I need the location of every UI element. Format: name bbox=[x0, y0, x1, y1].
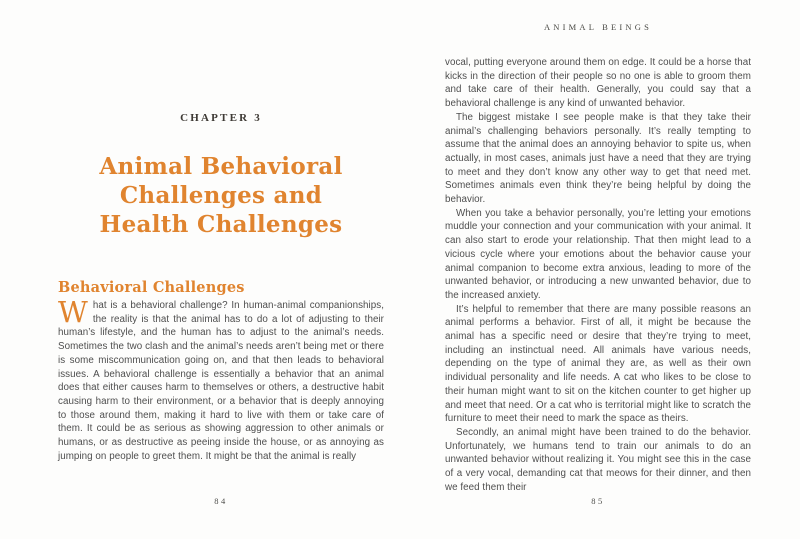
chapter-title-line-2: Challenges and bbox=[119, 182, 323, 209]
left-page bbox=[58, 0, 384, 539]
page-number-right: 85 bbox=[591, 496, 605, 506]
page-number-left: 84 bbox=[214, 496, 228, 506]
chapter-label: CHAPTER 3 bbox=[180, 112, 262, 124]
section-heading: Behavioral Challenges bbox=[58, 279, 245, 296]
body-paragraph: Secondly, an animal might have been trained to do the behavior. Unfortunately, we humans tend to train our animals to do an unwanted behavior without realizing it. You might see this in the case of a very vocal, demanding cat that meows for their dinner, and then we feed them their bbox=[445, 426, 751, 493]
body-paragraph: When you take a behavior personally, you’re letting your emotions muddle your connection and your communication with your animal. It can also start to erode your relationship. That then might lead to a vicious cycle where your emotions about the behavior cause your animal companion to become extra anxious, leading to more of the unwanted behavior, or introducing a new unwanted behavior, due to the increased anxiety. bbox=[445, 207, 751, 301]
drop-cap: W bbox=[58, 295, 88, 329]
chapter-title-line-1: Animal Behavioral bbox=[99, 153, 343, 180]
chapter-title bbox=[58, 152, 384, 239]
running-header: ANIMAL BEINGS bbox=[543, 22, 653, 32]
body-paragraph: It’s helpful to remember that there are many possible reasons an animal performs a behavior. First of all, it might be because the animal has a specific need or desire that they’re trying to meet, including an instinctual need. All animals have various needs, depending on the type of animal they are, as well as their own individual personality and life needs. A cat who likes to be close to their human might want to sit on the kitchen counter to get higher up and meet that need. Or a cat who is territorial might like to scratch the furniture to meet their need to mark the space as theirs. bbox=[445, 303, 751, 425]
right-page bbox=[445, 0, 751, 539]
body-paragraph: vocal, putting everyone around them on edge. It could be a horse that kicks in the direction of their people so no one is able to groom them and take care of their health. Generally, you could say that a behavioral challenge is any kind of unwanted behavior. bbox=[445, 57, 751, 110]
paragraph-text: hat is a behavioral challenge? In human-animal companionships, the reality is that the animal has to do a lot of adjusting to their human’s lifestyle, and the human has to adjust to the animal’s needs. Sometimes the two clash and the animal’s needs aren’t being met or there is some miscommunication going on, and that then leads to behavioral issues. A behavioral challenge is essentially a behavior that an animal does that either causes harm to themselves or others, a destructive habit causing harm to their environment, or a behavior that is deeply annoying to those around them, making it hard to live with them or take care of them. It could be as serious as showing aggression to other animals or humans, or as destructive as peeing inside the house, or as annoying as jumping on people to greet them. It might be that the animal is really bbox=[58, 300, 384, 462]
body-paragraph-opening bbox=[58, 295, 384, 463]
body-paragraph: The biggest mistake I see people make is that they take their animal’s challenging behaviors personally. It’s really tempting to assume that the animal does an annoying behavior to spite us, when actually, in most cases, animals just have a need that they are trying to meet and they don’t know any other way to get that need met. Sometimes animals even think they’re being helpful by doing the behavior. bbox=[445, 111, 751, 206]
chapter-title-line-3: Health Challenges bbox=[99, 211, 343, 238]
